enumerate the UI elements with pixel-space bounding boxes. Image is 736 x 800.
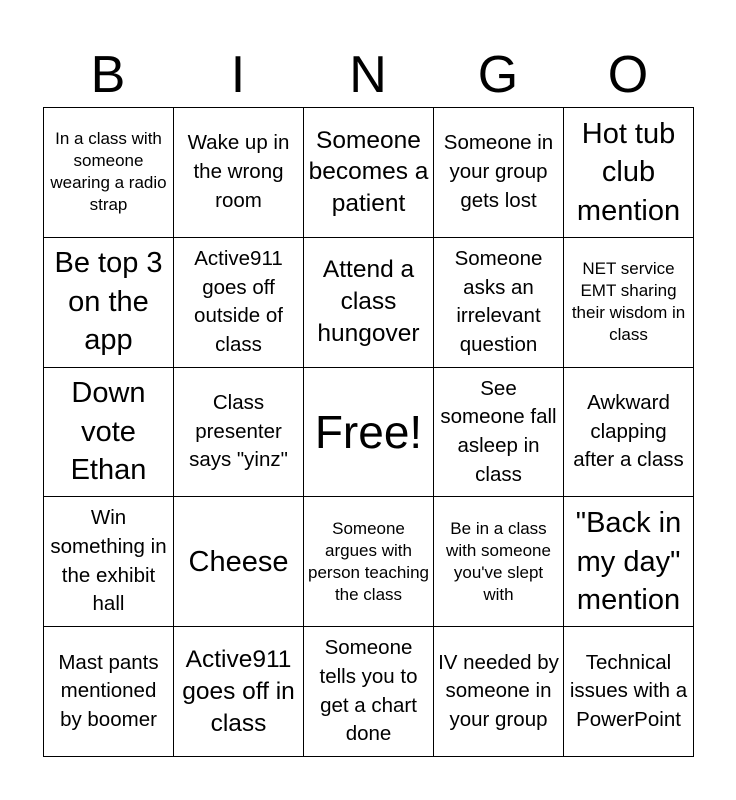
bingo-cell[interactable]: IV needed by someone in your group xyxy=(434,627,564,757)
bingo-cell[interactable]: Someone tells you to get a chart done xyxy=(304,627,434,757)
header-letter-i: I xyxy=(230,46,246,104)
bingo-cell[interactable]: Active911 goes off in class xyxy=(174,627,304,757)
free-space-cell[interactable]: Free! xyxy=(304,367,434,497)
header-letter-n: N xyxy=(349,46,387,104)
bingo-row xyxy=(44,237,694,367)
bingo-cell[interactable]: In a class with someone wearing a radio strap xyxy=(44,108,174,238)
bingo-cell[interactable]: Down vote Ethan xyxy=(44,367,174,497)
bingo-cell[interactable]: Win something in the exhibit hall xyxy=(44,497,174,627)
bingo-cell[interactable]: Someone argues with person teaching the class xyxy=(304,497,434,627)
bingo-cell[interactable]: Cheese xyxy=(174,497,304,627)
bingo-cell[interactable]: Technical issues with a PowerPoint xyxy=(564,627,694,757)
bingo-row xyxy=(44,627,694,757)
bingo-cell[interactable]: Someone becomes a patient xyxy=(304,108,434,238)
bingo-cell[interactable]: Someone in your group gets lost xyxy=(434,108,564,238)
bingo-header xyxy=(43,44,693,106)
bingo-row xyxy=(44,497,694,627)
bingo-cell[interactable]: Active911 goes off outside of class xyxy=(174,237,304,367)
bingo-cell[interactable]: Awkward clapping after a class xyxy=(564,367,694,497)
bingo-cell[interactable]: Someone asks an irrelevant question xyxy=(434,237,564,367)
bingo-cell[interactable]: Wake up in the wrong room xyxy=(174,108,304,238)
bingo-cell[interactable]: Hot tub club mention xyxy=(564,108,694,238)
bingo-cell[interactable]: NET service EMT sharing their wisdom in class xyxy=(564,237,694,367)
bingo-row xyxy=(44,367,694,497)
bingo-cell[interactable]: Mast pants mentioned by boomer xyxy=(44,627,174,757)
header-letter-g: G xyxy=(477,46,519,104)
bingo-cell[interactable]: Attend a class hungover xyxy=(304,237,434,367)
bingo-cell[interactable]: Be in a class with someone you've slept with xyxy=(434,497,564,627)
bingo-row xyxy=(44,108,694,238)
bingo-cell[interactable]: See someone fall asleep in class xyxy=(434,367,564,497)
header-letter-o: O xyxy=(607,46,649,104)
header-letter-b: B xyxy=(90,46,126,104)
bingo-card-grid xyxy=(43,107,694,757)
bingo-cell[interactable]: Class presenter says "yinz" xyxy=(174,367,304,497)
bingo-cell[interactable]: Be top 3 on the app xyxy=(44,237,174,367)
bingo-cell[interactable]: "Back in my day" mention xyxy=(564,497,694,627)
